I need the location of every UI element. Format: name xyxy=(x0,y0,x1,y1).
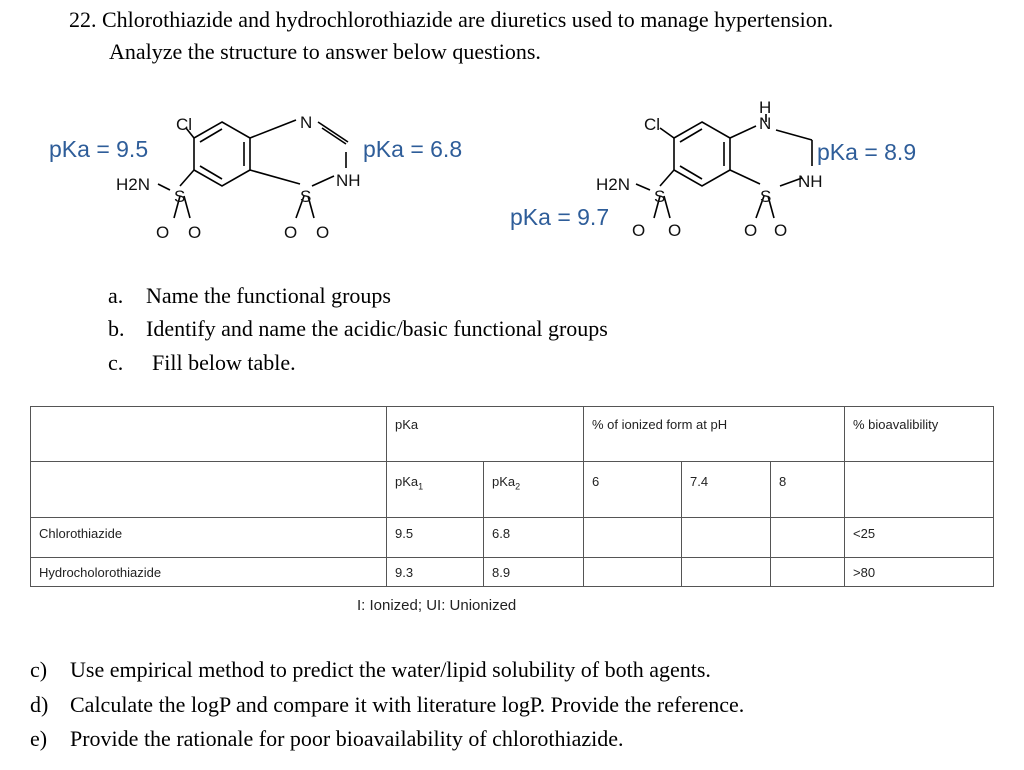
row-pka1: 9.5 xyxy=(387,518,484,558)
hydrochlorothiazide-pka-right: pKa = 8.9 xyxy=(817,139,917,165)
table-cell xyxy=(31,407,387,462)
table-header-ph8: 8 xyxy=(771,462,845,518)
bottom-question-d-text: Calculate the logP and compare it with literature logP. Provide the reference. xyxy=(70,692,745,717)
table-header-ph6: 6 xyxy=(584,462,682,518)
hydro-n-atom: N xyxy=(759,114,772,133)
pka-table xyxy=(30,406,994,587)
chlorothiazide-structure xyxy=(100,108,380,248)
table-cell xyxy=(31,462,387,518)
table-footnote: I: Ionized; UI: Unionized xyxy=(357,597,517,614)
subquestion-b-text: Identify and name the acidic/basic functional groups xyxy=(146,316,608,341)
table-header-row-2 xyxy=(31,462,994,518)
bottom-question-c-text: Use empirical method to predict the water/lipid solubility of both agents. xyxy=(70,657,711,682)
hydro-o-atom-3: O xyxy=(744,221,758,240)
table-header-row-1 xyxy=(31,407,994,462)
hydrochlorothiazide-pka-bottom: pKa = 9.7 xyxy=(510,204,610,230)
table-header-pka2: pKa$_2$ xyxy=(484,462,584,518)
hydro-s-left-atom: S xyxy=(654,187,666,206)
subquestion-c-text: Fill below table. xyxy=(152,350,296,375)
hydrochlorothiazide-structure xyxy=(580,100,840,248)
chlorothiazide-pka-left: pKa = 9.5 xyxy=(49,136,149,162)
chloro-h2n-atom: H2N xyxy=(116,175,151,194)
bottom-question-d xyxy=(30,692,744,718)
chloro-s-right-atom: S xyxy=(300,187,312,206)
row-ph8 xyxy=(771,558,845,587)
chloro-n-atom: N xyxy=(300,113,313,132)
subquestion-c xyxy=(108,350,296,376)
chloro-cl-atom: Cl xyxy=(176,115,193,134)
row-ph74 xyxy=(682,518,771,558)
subquestion-b xyxy=(108,316,608,342)
hydro-s-right-atom: S xyxy=(760,187,772,206)
table-header-ph74: 7.4 xyxy=(682,462,771,518)
row-name: Chlorothiazide xyxy=(31,518,387,558)
row-bioavailability: >80 xyxy=(845,558,994,587)
row-pka1: 9.3 xyxy=(387,558,484,587)
hydro-o-atom-2: O xyxy=(668,221,682,240)
row-ph6 xyxy=(584,558,682,587)
question-line-1: Chlorothiazide and hydrochlorothiazide are diuretics used to manage hypertension. xyxy=(102,7,834,32)
hydro-o-atom-1: O xyxy=(632,221,646,240)
subquestion-c-label: c. xyxy=(108,350,124,375)
subquestion-a-label: a. xyxy=(108,283,124,308)
row-ph6 xyxy=(584,518,682,558)
table-row xyxy=(31,558,994,587)
table-header-ionized: % of ionized form at pH xyxy=(584,407,845,462)
table-cell xyxy=(845,462,994,518)
subquestion-a xyxy=(108,283,391,309)
bottom-question-e-text: Provide the rationale for poor bioavailability of chlorothiazide. xyxy=(70,726,624,751)
table-row xyxy=(31,518,994,558)
row-ph74 xyxy=(682,558,771,587)
table-header-pka1: pKa$_1$ xyxy=(387,462,484,518)
chloro-o-atom-2: O xyxy=(188,223,202,242)
row-name: Hydrocholorothiazide xyxy=(31,558,387,587)
question-number: 22. xyxy=(69,7,97,32)
bottom-question-c xyxy=(30,657,711,683)
row-pka2: 6.8 xyxy=(484,518,584,558)
hydro-cl-atom: Cl xyxy=(644,115,661,134)
chloro-nh-atom: NH xyxy=(336,171,361,190)
bottom-question-d-label: d) xyxy=(30,692,49,717)
chloro-o-atom-1: O xyxy=(156,223,170,242)
hydro-nh-atom: NH xyxy=(798,172,823,191)
row-pka2: 8.9 xyxy=(484,558,584,587)
row-bioavailability: <25 xyxy=(845,518,994,558)
hydro-h-atom: H xyxy=(759,100,772,117)
subquestion-a-text: Name the functional groups xyxy=(146,283,391,308)
subquestion-b-label: b. xyxy=(108,316,125,341)
table-header-pka: pKa xyxy=(387,407,584,462)
chloro-o-atom-4: O xyxy=(316,223,330,242)
bottom-question-e xyxy=(30,726,624,752)
bottom-question-c-label: c) xyxy=(30,657,48,682)
question-title xyxy=(69,4,833,68)
table-header-bioavailability: % bioavalibility xyxy=(845,407,994,462)
bottom-question-e-label: e) xyxy=(30,726,48,751)
hydro-o-atom-4: O xyxy=(774,221,788,240)
chloro-o-atom-3: O xyxy=(284,223,298,242)
row-ph8 xyxy=(771,518,845,558)
chloro-s-left-atom: S xyxy=(174,187,186,206)
chlorothiazide-pka-right: pKa = 6.8 xyxy=(363,136,463,162)
question-line-2: Analyze the structure to answer below questions. xyxy=(109,39,541,64)
hydro-h2n-atom: H2N xyxy=(596,175,631,194)
